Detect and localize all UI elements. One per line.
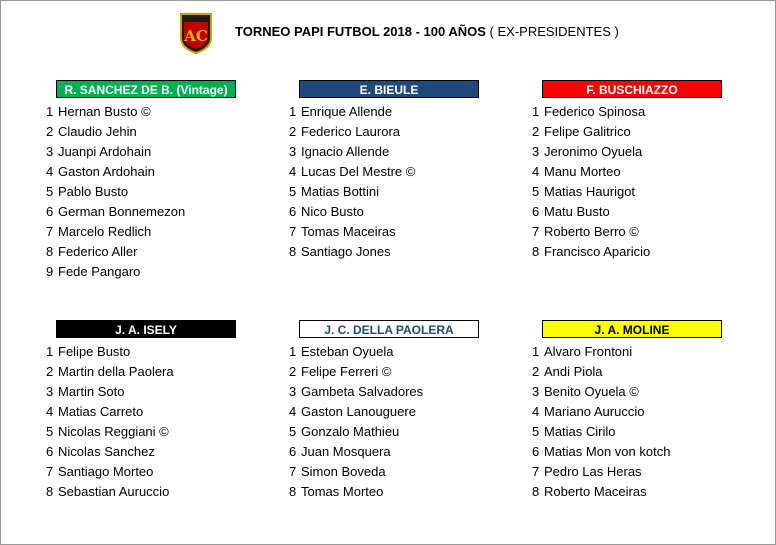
player-number: 2: [289, 124, 297, 139]
player-name: Claudio Jehin: [58, 124, 137, 139]
player-list: [46, 342, 236, 502]
player-row: [46, 102, 236, 122]
player-row: [532, 242, 722, 262]
player-row: [289, 242, 479, 262]
player-name: Francisco Aparicio: [544, 244, 651, 259]
player-name: Martin della Paolera: [58, 364, 174, 379]
player-name: Santiago Morteo: [58, 464, 154, 479]
player-name: Marcelo Redlich: [58, 224, 152, 239]
player-row: [46, 462, 236, 482]
player-row: [532, 142, 722, 162]
team-column-1: [46, 80, 236, 282]
player-name: Pedro Las Heras: [544, 464, 642, 479]
player-name: Federico Aller: [58, 244, 138, 259]
player-row: [289, 142, 479, 162]
player-name: Mariano Auruccio: [544, 404, 645, 419]
player-number: 1: [532, 344, 540, 359]
player-number: 3: [289, 384, 297, 399]
team-header: R. SANCHEZ DE B. (Vintage): [56, 80, 236, 98]
team-column-6: [532, 320, 722, 502]
player-number: 4: [289, 164, 297, 179]
player-name: Lucas Del Mestre ©: [301, 164, 416, 179]
player-row: [46, 242, 236, 262]
player-number: 4: [532, 404, 540, 419]
player-number: 7: [532, 464, 540, 479]
player-number: 8: [289, 484, 297, 499]
player-number: 3: [46, 384, 54, 399]
player-name: Martin Soto: [58, 384, 125, 399]
player-name: Tomas Morteo: [301, 484, 384, 499]
player-name: Santiago Jones: [301, 244, 391, 259]
player-number: 4: [532, 164, 540, 179]
team-column-5: [289, 320, 479, 502]
player-number: 6: [289, 204, 297, 219]
player-row: [532, 482, 722, 502]
player-row: [532, 102, 722, 122]
team-column-2: [289, 80, 479, 262]
player-name: Enrique Allende: [301, 104, 393, 119]
player-name: Manu Morteo: [544, 164, 621, 179]
player-number: 5: [289, 424, 297, 439]
player-name: Felipe Busto: [58, 344, 131, 359]
player-row: [289, 362, 479, 382]
player-number: 5: [289, 184, 297, 199]
player-number: 1: [46, 344, 54, 359]
player-name: Pablo Busto: [58, 184, 129, 199]
player-name: Roberto Berro ©: [544, 224, 639, 239]
team-header: J. C. DELLA PAOLERA: [299, 320, 479, 338]
player-number: 1: [289, 104, 297, 119]
svg-text:AC: AC: [184, 27, 208, 45]
player-number: 1: [46, 104, 54, 119]
player-row: [46, 142, 236, 162]
player-name: Federico Laurora: [301, 124, 400, 139]
player-number: 5: [532, 424, 540, 439]
player-name: Andi Piola: [544, 364, 603, 379]
player-number: 5: [46, 424, 54, 439]
player-row: [289, 402, 479, 422]
player-number: 2: [532, 124, 540, 139]
player-row: [532, 122, 722, 142]
player-row: [46, 342, 236, 362]
player-name: Gambeta Salvadores: [301, 384, 424, 399]
player-row: [289, 162, 479, 182]
player-row: [46, 482, 236, 502]
player-name: Nicolas Reggiani ©: [58, 424, 169, 439]
player-name: Benito Oyuela ©: [544, 384, 639, 399]
player-row: [46, 122, 236, 142]
player-name: Juanpi Ardohain: [58, 144, 152, 159]
player-list: [532, 342, 722, 502]
player-number: 8: [289, 244, 297, 259]
team-header: F. BUSCHIAZZO: [542, 80, 722, 98]
player-number: 2: [46, 124, 54, 139]
team-column-4: [46, 320, 236, 502]
team-header: J. A. MOLINE: [542, 320, 722, 338]
player-name: Matias Haurigot: [544, 184, 636, 199]
player-number: 1: [289, 344, 297, 359]
player-number: 7: [289, 464, 297, 479]
player-number: 6: [532, 204, 540, 219]
player-row: [532, 402, 722, 422]
player-number: 2: [532, 364, 540, 379]
player-row: [532, 362, 722, 382]
player-name: Esteban Oyuela: [301, 344, 394, 359]
player-row: [289, 222, 479, 242]
player-list: [532, 102, 722, 262]
player-name: Nico Busto: [301, 204, 364, 219]
team-header: E. BIEULE: [299, 80, 479, 98]
player-number: 9: [46, 264, 54, 279]
player-name: Juan Mosquera: [301, 444, 391, 459]
player-name: Gonzalo Mathieu: [301, 424, 400, 439]
club-crest-icon: [179, 12, 213, 54]
player-number: 7: [532, 224, 540, 239]
player-name: Sebastian Auruccio: [58, 484, 170, 499]
player-row: [289, 122, 479, 142]
player-row: [532, 162, 722, 182]
player-row: [532, 382, 722, 402]
player-number: 8: [46, 244, 54, 259]
player-row: [532, 222, 722, 242]
player-row: [289, 202, 479, 222]
player-row: [289, 342, 479, 362]
player-list: [289, 102, 479, 262]
player-name: Alvaro Frontoni: [544, 344, 633, 359]
player-number: 8: [532, 484, 540, 499]
player-name: Tomas Maceiras: [301, 224, 396, 239]
player-name: Roberto Maceiras: [544, 484, 647, 499]
player-name: Nicolas Sanchez: [58, 444, 155, 459]
player-number: 4: [289, 404, 297, 419]
player-name: Felipe Ferreri ©: [301, 364, 392, 379]
player-row: [46, 222, 236, 242]
player-row: [46, 262, 236, 282]
player-number: 2: [289, 364, 297, 379]
player-name: Matu Busto: [544, 204, 610, 219]
player-number: 6: [532, 444, 540, 459]
player-row: [46, 202, 236, 222]
player-row: [532, 202, 722, 222]
player-row: [289, 482, 479, 502]
player-row: [46, 442, 236, 462]
player-number: 4: [46, 404, 54, 419]
player-row: [289, 382, 479, 402]
player-number: 3: [532, 384, 540, 399]
player-row: [46, 402, 236, 422]
player-name: Simon Boveda: [301, 464, 386, 479]
player-number: 3: [289, 144, 297, 159]
player-name: Matias Bottini: [301, 184, 380, 199]
player-number: 5: [46, 184, 54, 199]
player-row: [289, 442, 479, 462]
player-name: Matias Mon von kotch: [544, 444, 671, 459]
player-name: Gaston Lanouguere: [301, 404, 416, 419]
player-row: [289, 422, 479, 442]
player-list: [46, 102, 236, 282]
player-row: [289, 102, 479, 122]
player-number: 6: [289, 444, 297, 459]
player-number: 7: [46, 224, 54, 239]
player-name: Fede Pangaro: [58, 264, 141, 279]
player-name: Felipe Galitrico: [544, 124, 631, 139]
player-number: 8: [46, 484, 54, 499]
player-row: [532, 442, 722, 462]
player-number: 7: [289, 224, 297, 239]
player-number: 8: [532, 244, 540, 259]
player-number: 5: [532, 184, 540, 199]
player-row: [532, 422, 722, 442]
player-number: 2: [46, 364, 54, 379]
player-name: Federico Spinosa: [544, 104, 646, 119]
player-row: [532, 182, 722, 202]
player-name: Matias Carreto: [58, 404, 144, 419]
player-row: [289, 182, 479, 202]
player-number: 6: [46, 444, 54, 459]
player-row: [532, 462, 722, 482]
player-name: Gaston Ardohain: [58, 164, 155, 179]
player-list: [289, 342, 479, 502]
player-name: German Bonnemezon: [58, 204, 186, 219]
player-row: [289, 462, 479, 482]
player-number: 3: [46, 144, 54, 159]
player-number: 1: [532, 104, 540, 119]
team-column-3: [532, 80, 722, 262]
player-number: 6: [46, 204, 54, 219]
player-number: 3: [532, 144, 540, 159]
player-row: [46, 422, 236, 442]
player-number: 7: [46, 464, 54, 479]
player-row: [46, 382, 236, 402]
team-header: J. A. ISELY: [56, 320, 236, 338]
page-title: TORNEO PAPI FUTBOL 2018 - 100 AÑOS ( EX-PRESIDENTES ): [235, 24, 619, 39]
player-row: [46, 162, 236, 182]
player-row: [532, 342, 722, 362]
player-row: [46, 362, 236, 382]
player-name: Jeronimo Oyuela: [544, 144, 643, 159]
player-name: Matias Cirilo: [544, 424, 616, 439]
player-number: 4: [46, 164, 54, 179]
player-name: Ignacio Allende: [301, 144, 390, 159]
player-name: Hernan Busto ©: [58, 104, 151, 119]
player-row: [46, 182, 236, 202]
